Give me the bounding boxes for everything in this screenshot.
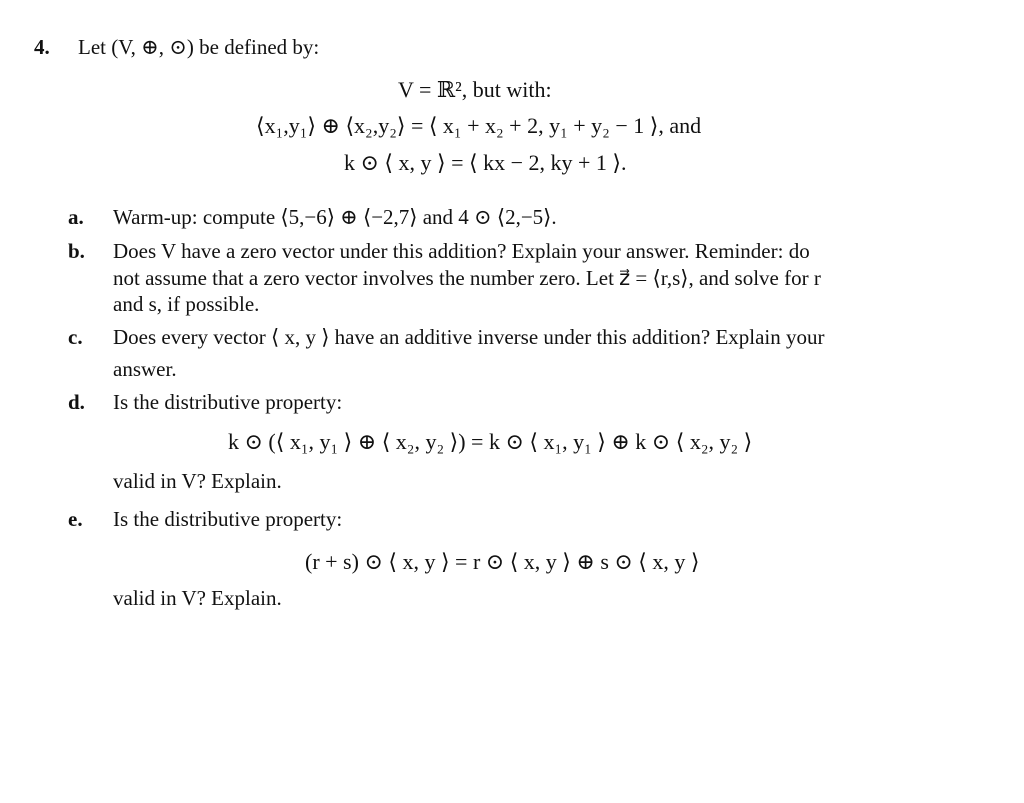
part-e-label: e. bbox=[68, 507, 83, 531]
part-b-text-2: not assume that a zero vector involves the number zero. Let z⃗ = ⟨r,s⟩, and solve for r bbox=[113, 266, 821, 290]
part-a-text: Warm-up: compute ⟨5,−6⟩ ⊕ ⟨−2,7⟩ and 4 ⊙ ⟨2,−5⟩. bbox=[113, 205, 557, 229]
part-d-label: d. bbox=[68, 390, 85, 414]
problem-number: 4. bbox=[34, 35, 50, 59]
definition-space: V = ℝ², but with: bbox=[398, 77, 552, 102]
part-a-label: a. bbox=[68, 205, 84, 229]
part-d-equation: k ⊙ (⟨ x₁, y₁ ⟩ ⊕ ⟨ x₂, y₂ ⟩) = k ⊙ ⟨ x₁, y₁ ⟩ ⊕ k ⊙ ⟨ x₂, y₂ ⟩ bbox=[228, 429, 753, 454]
part-c-text-2: answer. bbox=[113, 357, 177, 381]
part-c-label: c. bbox=[68, 325, 83, 349]
part-b-label: b. bbox=[68, 239, 85, 263]
problem-intro: Let (V, ⊕, ⊙) be defined by: bbox=[78, 35, 320, 59]
part-b-text-3: and s, if possible. bbox=[113, 292, 260, 316]
part-c-text-1: Does every vector ⟨ x, y ⟩ have an additive inverse under this addition? Explain your bbox=[113, 325, 825, 349]
part-e-equation: (r + s) ⊙ ⟨ x, y ⟩ = r ⊙ ⟨ x, y ⟩ ⊕ s ⊙ ⟨ x, y ⟩ bbox=[305, 549, 700, 574]
part-e-after: valid in V? Explain. bbox=[113, 586, 282, 610]
definition-scalar-mult: k ⊙ ⟨ x, y ⟩ = ⟨ kx − 2, ky + 1 ⟩. bbox=[344, 150, 627, 175]
part-b-text-1: Does V have a zero vector under this addition? Explain your answer. Reminder: do bbox=[113, 239, 810, 263]
part-d-after: valid in V? Explain. bbox=[113, 469, 282, 493]
definition-addition: ⟨x₁,y₁⟩ ⊕ ⟨x₂,y₂⟩ = ⟨ x₁ + x₂ + 2, y₁ + y₂ − 1 ⟩, and bbox=[256, 113, 702, 138]
part-e-text: Is the distributive property: bbox=[113, 507, 343, 531]
part-d-text: Is the distributive property: bbox=[113, 390, 343, 414]
